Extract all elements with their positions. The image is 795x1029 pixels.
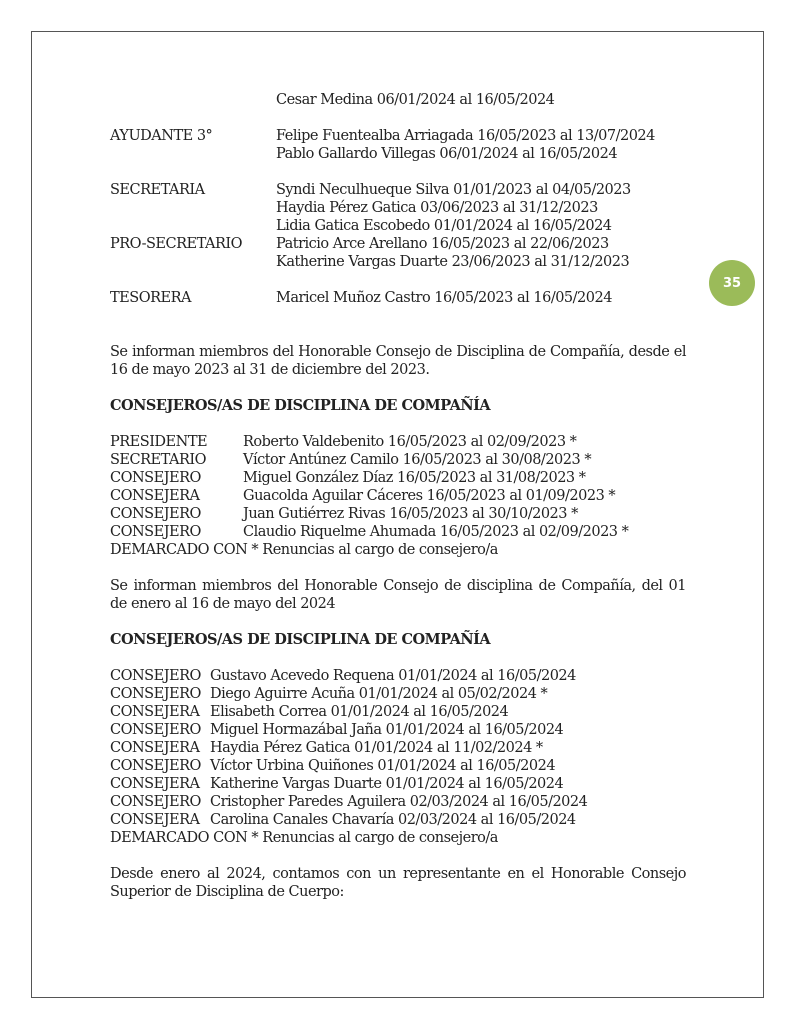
- officer-role: [110, 91, 276, 109]
- council-member: Elisabeth Correa 01/01/2024 al 16/05/2024: [210, 704, 509, 720]
- officer-name: Pablo Gallardo Villegas 06/01/2024 al 16/05/2024: [276, 146, 618, 162]
- council-role: CONSEJERA: [110, 812, 200, 828]
- council-member: Haydia Pérez Gatica 01/01/2024 al 11/02/2024 *: [210, 740, 543, 756]
- council-role: CONSEJERO: [110, 470, 201, 486]
- closing-paragraph: Desde enero al 2024, contamos con un representante en el Honorable Consejo Superior de Disciplina de Cuerpo:: [110, 866, 686, 900]
- intro-paragraph-2023: Se informan miembros del Honorable Consejo de Disciplina de Compañía, desde el 16 de mayo 2023 al 31 de diciembre del 2023.: [110, 344, 686, 378]
- officer-name: Syndi Neculhueque Silva 01/01/2023 al 04/05/2023: [276, 182, 631, 198]
- spacer: [110, 271, 686, 289]
- council-list-2024: [110, 667, 686, 829]
- council-role: CONSEJERO: [110, 758, 201, 774]
- council-member: Miguel Hormazábal Jaña 01/01/2024 al 16/05/2024: [210, 722, 564, 738]
- council-role: CONSEJERO: [110, 506, 201, 522]
- council-member: Víctor Antúnez Camilo 16/05/2023 al 30/08/2023 *: [243, 452, 592, 468]
- resignation-note-2023: DEMARCADO CON * Renuncias al cargo de consejero/a: [110, 542, 498, 558]
- council-heading-2024: CONSEJEROS/AS DE DISCIPLINA DE COMPAÑÍA: [110, 631, 491, 648]
- council-role: CONSEJERO: [110, 524, 201, 540]
- council-role: CONSEJERA: [110, 704, 200, 720]
- council-row: [110, 451, 686, 469]
- officer-row: [110, 199, 686, 217]
- officer-role: TESORERA: [110, 290, 191, 306]
- council-member: Guacolda Aguilar Cáceres 16/05/2023 al 01/09/2023 *: [243, 488, 616, 504]
- council-role: CONSEJERO: [110, 722, 201, 738]
- council-list-2023: [110, 433, 686, 541]
- council-member: Roberto Valdebenito 16/05/2023 al 02/09/2023 *: [243, 434, 577, 450]
- council-member: Claudio Riquelme Ahumada 16/05/2023 al 02/09/2023 *: [243, 524, 629, 540]
- council-row: [110, 703, 686, 721]
- council-member: Katherine Vargas Duarte 01/01/2024 al 16/05/2024: [210, 776, 564, 792]
- officer-name: Cesar Medina 06/01/2024 al 16/05/2024: [276, 92, 555, 108]
- officer-row: [110, 127, 686, 145]
- officer-row: [110, 217, 686, 235]
- council-member: Víctor Urbina Quiñones 01/01/2024 al 16/05/2024: [210, 758, 556, 774]
- council-row: [110, 739, 686, 757]
- council-row: [110, 469, 686, 487]
- council-member: Gustavo Acevedo Requena 01/01/2024 al 16/05/2024: [210, 668, 576, 684]
- officer-name: Felipe Fuentealba Arriagada 16/05/2023 al 13/07/2024: [276, 128, 655, 144]
- council-member: Carolina Canales Chavaría 02/03/2024 al 16/05/2024: [210, 812, 576, 828]
- council-row: [110, 775, 686, 793]
- officer-name: Lidia Gatica Escobedo 01/01/2024 al 16/05/2024: [276, 218, 612, 234]
- council-row: [110, 523, 686, 541]
- council-role: CONSEJERO: [110, 686, 201, 702]
- officer-name: Haydia Pérez Gatica 03/06/2023 al 31/12/2023: [276, 200, 598, 216]
- spacer: [110, 163, 686, 181]
- council-role: SECRETARIO: [110, 452, 206, 468]
- council-member: Juan Gutiérrez Rivas 16/05/2023 al 30/10/2023 *: [243, 506, 578, 522]
- officer-role: PRO-SECRETARIO: [110, 236, 242, 252]
- council-row: [110, 721, 686, 739]
- officer-name: Maricel Muñoz Castro 16/05/2023 al 16/05/2024: [276, 290, 612, 306]
- council-row: [110, 793, 686, 811]
- council-member: Cristopher Paredes Aguilera 02/03/2024 al 16/05/2024: [210, 794, 588, 810]
- council-row: [110, 811, 686, 829]
- council-member: Miguel González Díaz 16/05/2023 al 31/08/2023 *: [243, 470, 586, 486]
- council-role: CONSEJERA: [110, 740, 200, 756]
- council-row: [110, 487, 686, 505]
- council-member: Diego Aguirre Acuña 01/01/2024 al 05/02/2024 *: [210, 686, 548, 702]
- officer-role: SECRETARIA: [110, 182, 205, 198]
- council-row: [110, 757, 686, 775]
- officer-row: [110, 181, 686, 199]
- officer-role: [110, 145, 276, 163]
- council-heading-2023: CONSEJEROS/AS DE DISCIPLINA DE COMPAÑÍA: [110, 397, 491, 414]
- page-number-badge: 35: [709, 260, 755, 306]
- officers-list: [110, 91, 686, 307]
- council-role: CONSEJERO: [110, 668, 201, 684]
- council-role: CONSEJERO: [110, 794, 201, 810]
- officer-role: AYUDANTE 3°: [110, 128, 213, 144]
- officer-name: Katherine Vargas Duarte 23/06/2023 al 31/12/2023: [276, 254, 630, 270]
- resignation-note-2024: DEMARCADO CON * Renuncias al cargo de consejero/a: [110, 830, 498, 846]
- officer-role: [110, 217, 276, 235]
- officer-name: Patricio Arce Arellano 16/05/2023 al 22/06/2023: [276, 236, 609, 252]
- intro-paragraph-2024: Se informan miembros del Honorable Consejo de disciplina de Compañía, del 01 de enero al 16 de mayo del 2024: [110, 578, 686, 612]
- officer-row: [110, 145, 686, 163]
- council-role: PRESIDENTE: [110, 434, 208, 450]
- council-row: [110, 667, 686, 685]
- officer-row: [110, 91, 686, 109]
- council-row: [110, 433, 686, 451]
- council-role: CONSEJERA: [110, 488, 200, 504]
- officer-row: [110, 235, 686, 253]
- council-row: [110, 505, 686, 523]
- document-body: [110, 91, 686, 901]
- council-role: CONSEJERA: [110, 776, 200, 792]
- officer-role: [110, 199, 276, 217]
- spacer: [110, 109, 686, 127]
- officer-row: [110, 289, 686, 307]
- officer-role: [110, 253, 276, 271]
- council-row: [110, 685, 686, 703]
- officer-row: [110, 253, 686, 271]
